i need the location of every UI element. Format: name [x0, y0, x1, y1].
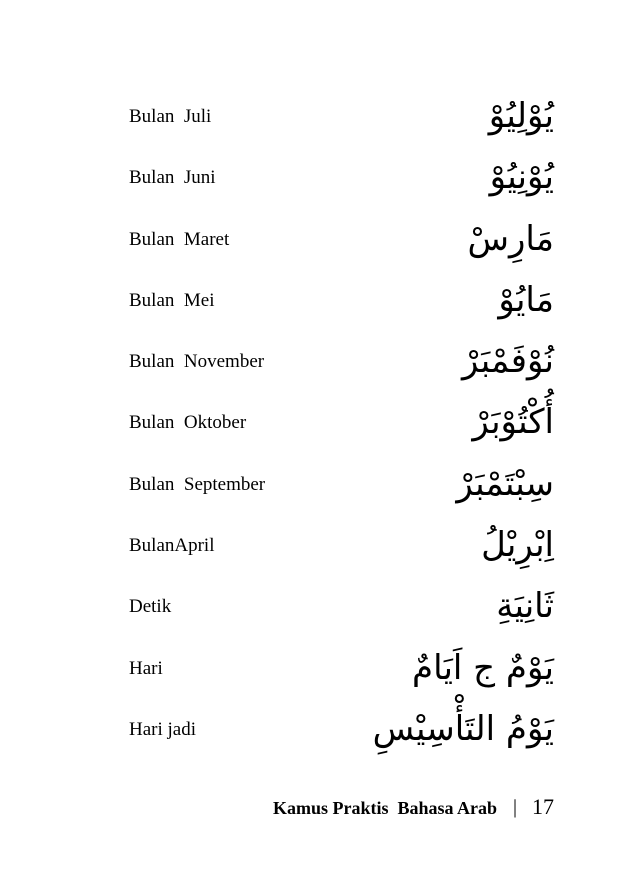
- entry-row: [0, 456, 638, 517]
- entry-latin: Hari jadi: [129, 718, 197, 740]
- entry-latin: Bulan Juni: [129, 167, 216, 189]
- entry-arabic: مَايُوْ: [498, 279, 554, 320]
- entry-latin: Bulan Oktober: [129, 412, 247, 434]
- entry-row: [0, 333, 638, 394]
- entry-row: [0, 211, 638, 272]
- entry-latin: Bulan Mei: [129, 289, 215, 311]
- entry-latin: Bulan Juli: [129, 106, 212, 127]
- entry-arabic: نُوْفَمْبَرْ: [462, 341, 554, 382]
- entry-latin: Bulan November: [129, 351, 265, 373]
- entry-arabic: أُكْتُوْبَرْ: [472, 402, 554, 443]
- entry-row: [0, 517, 638, 578]
- entry-row: [0, 149, 638, 210]
- entry-latin: Detik: [129, 596, 172, 618]
- entry-arabic: يُوْلِيُوْ: [488, 96, 554, 136]
- entry-list: [0, 88, 638, 762]
- entry-row: [0, 272, 638, 333]
- entry-row: [0, 640, 638, 701]
- entry-arabic: يَوْمٌ ج اَيَامٌ: [412, 647, 554, 688]
- entry-arabic: يَوْمُ التَأْسِيْسِ: [372, 708, 554, 749]
- entry-row: [0, 701, 638, 762]
- entry-latin: Bulan September: [129, 473, 266, 495]
- page-number: 17: [532, 794, 554, 819]
- entry-arabic: يُوْنِيُوْ: [489, 157, 554, 198]
- entry-latin: BulanApril: [129, 535, 215, 557]
- entry-row: [0, 394, 638, 455]
- book-title: Kamus Praktis Bahasa Arab: [272, 798, 497, 818]
- entry-latin: Hari: [129, 657, 163, 679]
- entry-latin: Bulan Maret: [129, 228, 230, 250]
- entry-row: [0, 578, 638, 639]
- footer-separator: |: [513, 796, 518, 818]
- entry-arabic: ثَانِيَةِ: [496, 586, 554, 627]
- entry-arabic: سِبْتَمْبَرْ: [456, 463, 554, 504]
- page-footer: [0, 795, 638, 823]
- entry-row: [0, 88, 638, 149]
- entry-arabic: اِبْرِيْلُ: [481, 525, 554, 566]
- entry-arabic: مَارِسْ: [467, 218, 554, 259]
